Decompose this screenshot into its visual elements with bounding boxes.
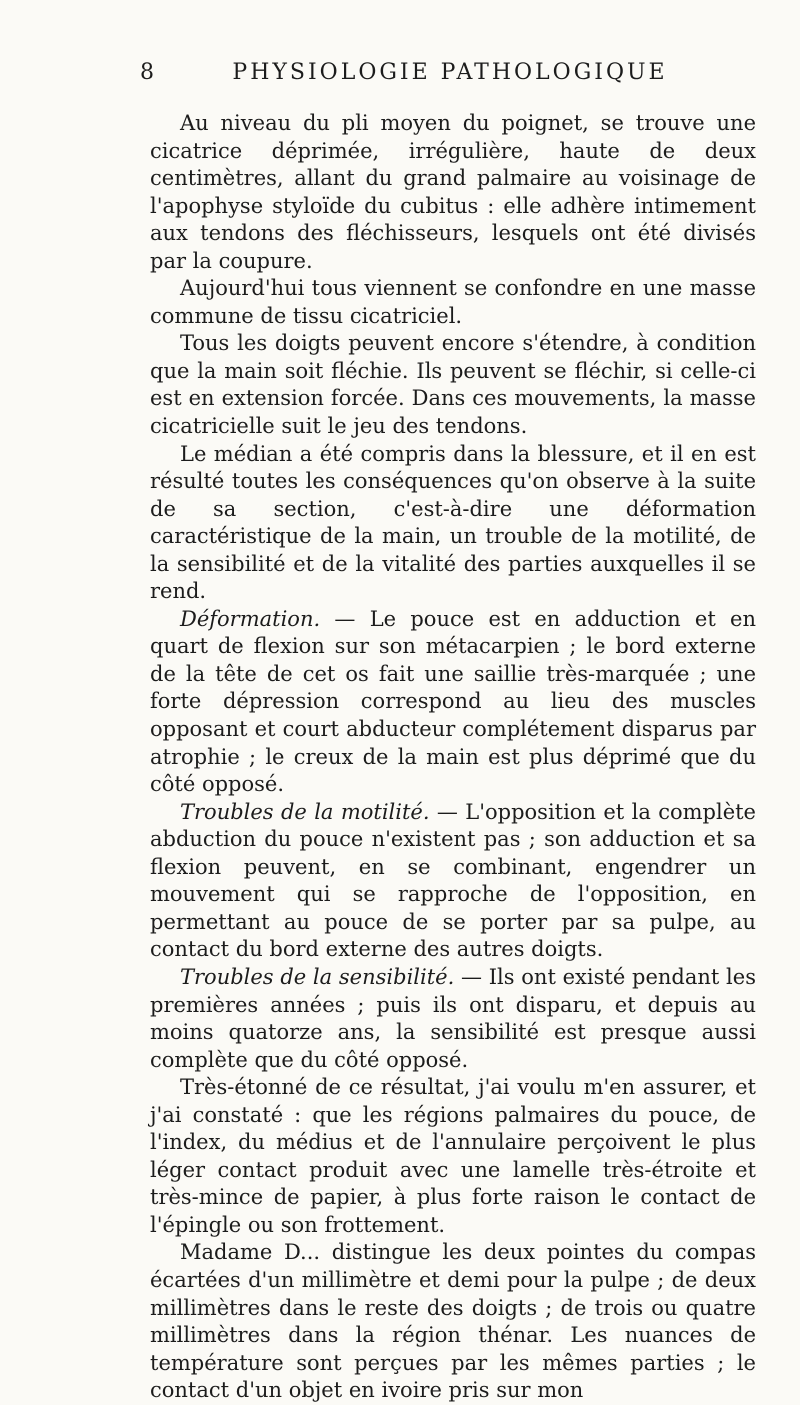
paragraph <box>150 1074 756 1239</box>
paragraph-text: — Ils ont existé pendant les premières années ; puis ils ont disparu, et depuis au moins quatorze ans, la sensibilité est presque aussi complète que du côté opposé. <box>150 964 756 1072</box>
page-number: 8 <box>140 60 155 85</box>
paragraph <box>150 799 756 964</box>
paragraph-text: Tous les doigts peuvent encore s'étendre, à condition que la main soit fléchie. Ils peuvent se fléchir, si celle-ci est en extension forcée. Dans ces mouvements, la masse cicatricielle suit le jeu des tendons. <box>150 331 756 439</box>
paragraph <box>150 964 756 1074</box>
paragraph <box>150 330 756 440</box>
section-heading: Troubles de la sensibilité. <box>180 964 455 989</box>
paragraph-text: Aujourd'hui tous viennent se confondre en une masse commune de tissu cicatriciel. <box>150 276 756 328</box>
section-heading: Troubles de la motilité. <box>180 799 430 824</box>
paragraph <box>150 606 756 799</box>
paragraph <box>150 441 756 606</box>
paragraph <box>150 1239 756 1404</box>
paragraph-text: — L'opposition et la complète abduction du pouce n'existent pas ; son adduction et sa flexion peuvent, en se combinant, engendrer un mouvement qui se rapproche de l'opposition, en permettant au pouce de se porter par sa pulpe, au contact du bord externe des autres doigts. <box>150 799 756 962</box>
page-header <box>140 60 760 90</box>
paragraph <box>150 110 756 275</box>
paragraph-text: Le médian a été compris dans la blessure, et il en est résulté toutes les conséquences qu'on observe à la suite de sa section, c'est-à-dire une déformation caractéristique de la main, un trouble de la motilité, de la sensibilité et de la vitalité des parties auxquelles il se rend. <box>150 441 756 604</box>
paragraph-text: Au niveau du pli moyen du poignet, se trouve une cicatrice déprimée, irrégulière, haute de deux centimètres, allant du grand palmaire au voisinage de l'apophyse styloïde du cubitus : elle adhère intimement aux tendons des fléchisseurs, lesquels ont été divisés par la coupure. <box>150 111 756 273</box>
section-heading: Déformation. <box>180 606 321 631</box>
paragraph-text: — Le pouce est en adduction et en quart de flexion sur son métacarpien ; le bord externe de la tête de cet os fait une saillie très-marquée ; une forte dépression correspond au lieu des muscles opposant et court abducteur complétement disparus par atrophie ; le creux de la main est plus déprimé que du côté opposé. <box>150 606 756 797</box>
body-text <box>150 110 756 1405</box>
paragraph-text: Très-étonné de ce résultat, j'ai voulu m'en assurer, et j'ai constaté : que les régions palmaires du pouce, de l'index, du médius et de l'annulaire perçoivent le plus léger contact produit avec une lamelle très-étroite et très-mince de papier, à plus forte raison le contact de l'épingle ou son frottement. <box>150 1075 756 1237</box>
running-title: PHYSIOLOGIE PATHOLOGIQUE <box>232 60 668 85</box>
paragraph-text: Madame D... distingue les deux pointes du compas écartées d'un millimètre et demi pour la pulpe ; de deux millimètres dans le reste des doigts ; de trois ou quatre millimètres dans la région thénar. Les nuances de température sont perçues par les mêmes parties ; le contact d'un objet en ivoire pris sur mon <box>150 1240 756 1403</box>
paragraph <box>150 275 756 330</box>
